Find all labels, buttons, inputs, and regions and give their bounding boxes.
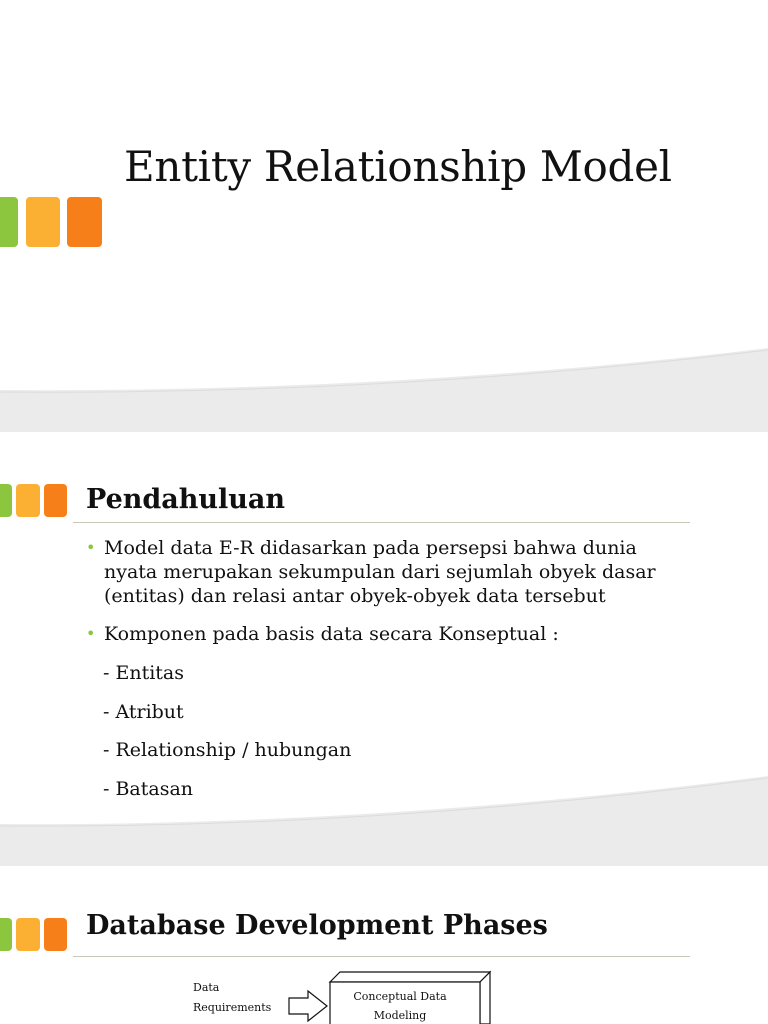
bullet-dot-icon: • xyxy=(86,538,96,557)
title-slide xyxy=(0,0,768,432)
slide-title: Database Development Phases xyxy=(86,910,548,941)
intro-slide xyxy=(0,432,768,866)
title-divider xyxy=(73,522,690,523)
bullet-text: Komponen pada basis data secara Konseptual : xyxy=(104,623,559,645)
component-item: - Relationship / hubungan xyxy=(103,739,352,761)
box-side-face xyxy=(480,972,490,1024)
accent-square-orange xyxy=(67,197,102,247)
box-label: Modeling xyxy=(373,1009,427,1022)
box-label: Conceptual Data xyxy=(353,990,447,1003)
slide-title: Pendahuluan xyxy=(86,484,286,515)
input-label: Data xyxy=(193,981,220,994)
input-label: Requirements xyxy=(193,1001,272,1014)
phases-diagram xyxy=(0,866,768,1024)
accent-square-orange xyxy=(44,484,67,517)
bullet-text: Model data E-R didasarkan pada persepsi bahwa dunia nyata merupakan sekumpulan dari sejumlah obyek dasar (entitas) dan relasi antar obyek-obyek data tersebut xyxy=(104,537,656,607)
box-top-face xyxy=(330,972,490,982)
slide-band-decoration xyxy=(0,0,768,432)
bullet-item xyxy=(86,536,686,608)
accent-square-green xyxy=(0,484,12,517)
presentation-title: Entity Relationship Model xyxy=(124,142,672,191)
bullet-dot-icon: • xyxy=(86,624,96,643)
accent-square-yellow xyxy=(16,484,40,517)
accent-square-green xyxy=(0,197,18,247)
bullet-list xyxy=(86,536,686,660)
phases-slide xyxy=(0,866,768,1024)
flow-arrow-icon xyxy=(289,991,327,1021)
component-item: - Atribut xyxy=(103,701,184,723)
accent-square-yellow xyxy=(26,197,60,247)
component-item: - Entitas xyxy=(103,662,184,684)
bullet-item xyxy=(86,622,686,646)
component-item: - Batasan xyxy=(103,778,194,800)
